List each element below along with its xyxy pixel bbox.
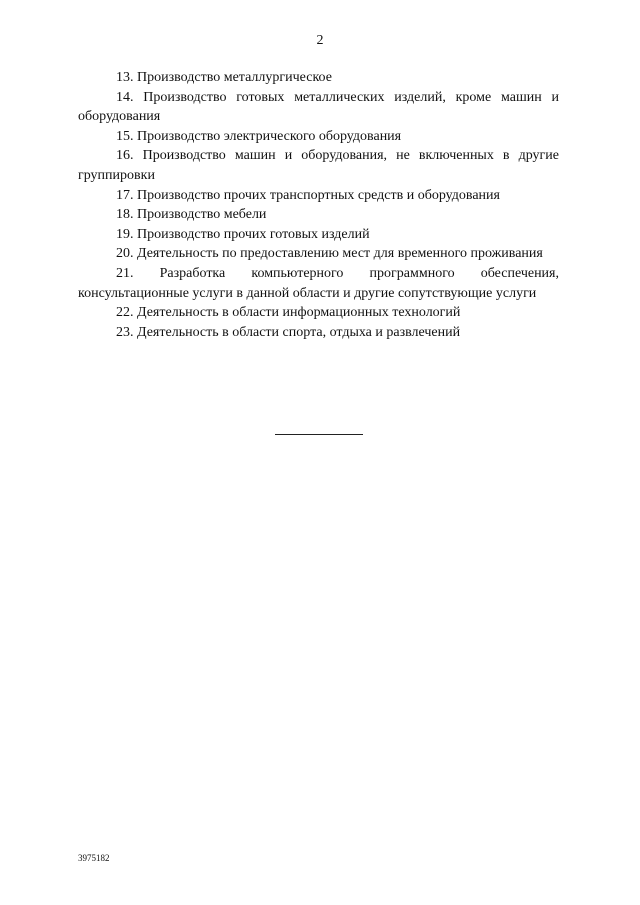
list-item: 19. Производство прочих готовых изделий	[116, 226, 370, 242]
list-item: 17. Производство прочих транспортных средств и оборудования	[116, 187, 500, 203]
list-item: 14. Производство готовых металлических изделий, кроме машин и оборудования	[78, 89, 559, 125]
page-number: 2	[316, 33, 324, 48]
activity-list	[78, 68, 559, 342]
list-item: 23. Деятельность в области спорта, отдыха и развлечений	[116, 324, 461, 340]
list-item: 15. Производство электрического оборудования	[116, 128, 402, 144]
document-code: 3975182	[78, 853, 110, 863]
list-item: 16. Производство машин и оборудования, не включенных в другие группировки	[78, 148, 559, 183]
list-item: 13. Производство металлургическое	[116, 70, 332, 85]
end-rule-divider	[275, 434, 363, 435]
list-item: 18. Производство мебели	[116, 207, 267, 223]
list-item: 22. Деятельность в области информационных технологий	[116, 305, 461, 321]
list-item: 21. Разработка компьютерного программного обеспечения, консультационные услуги в данной области и другие сопутствующие услуги	[78, 265, 559, 301]
list-item: 20. Деятельность по предоставлению мест для временного проживания	[116, 246, 543, 262]
